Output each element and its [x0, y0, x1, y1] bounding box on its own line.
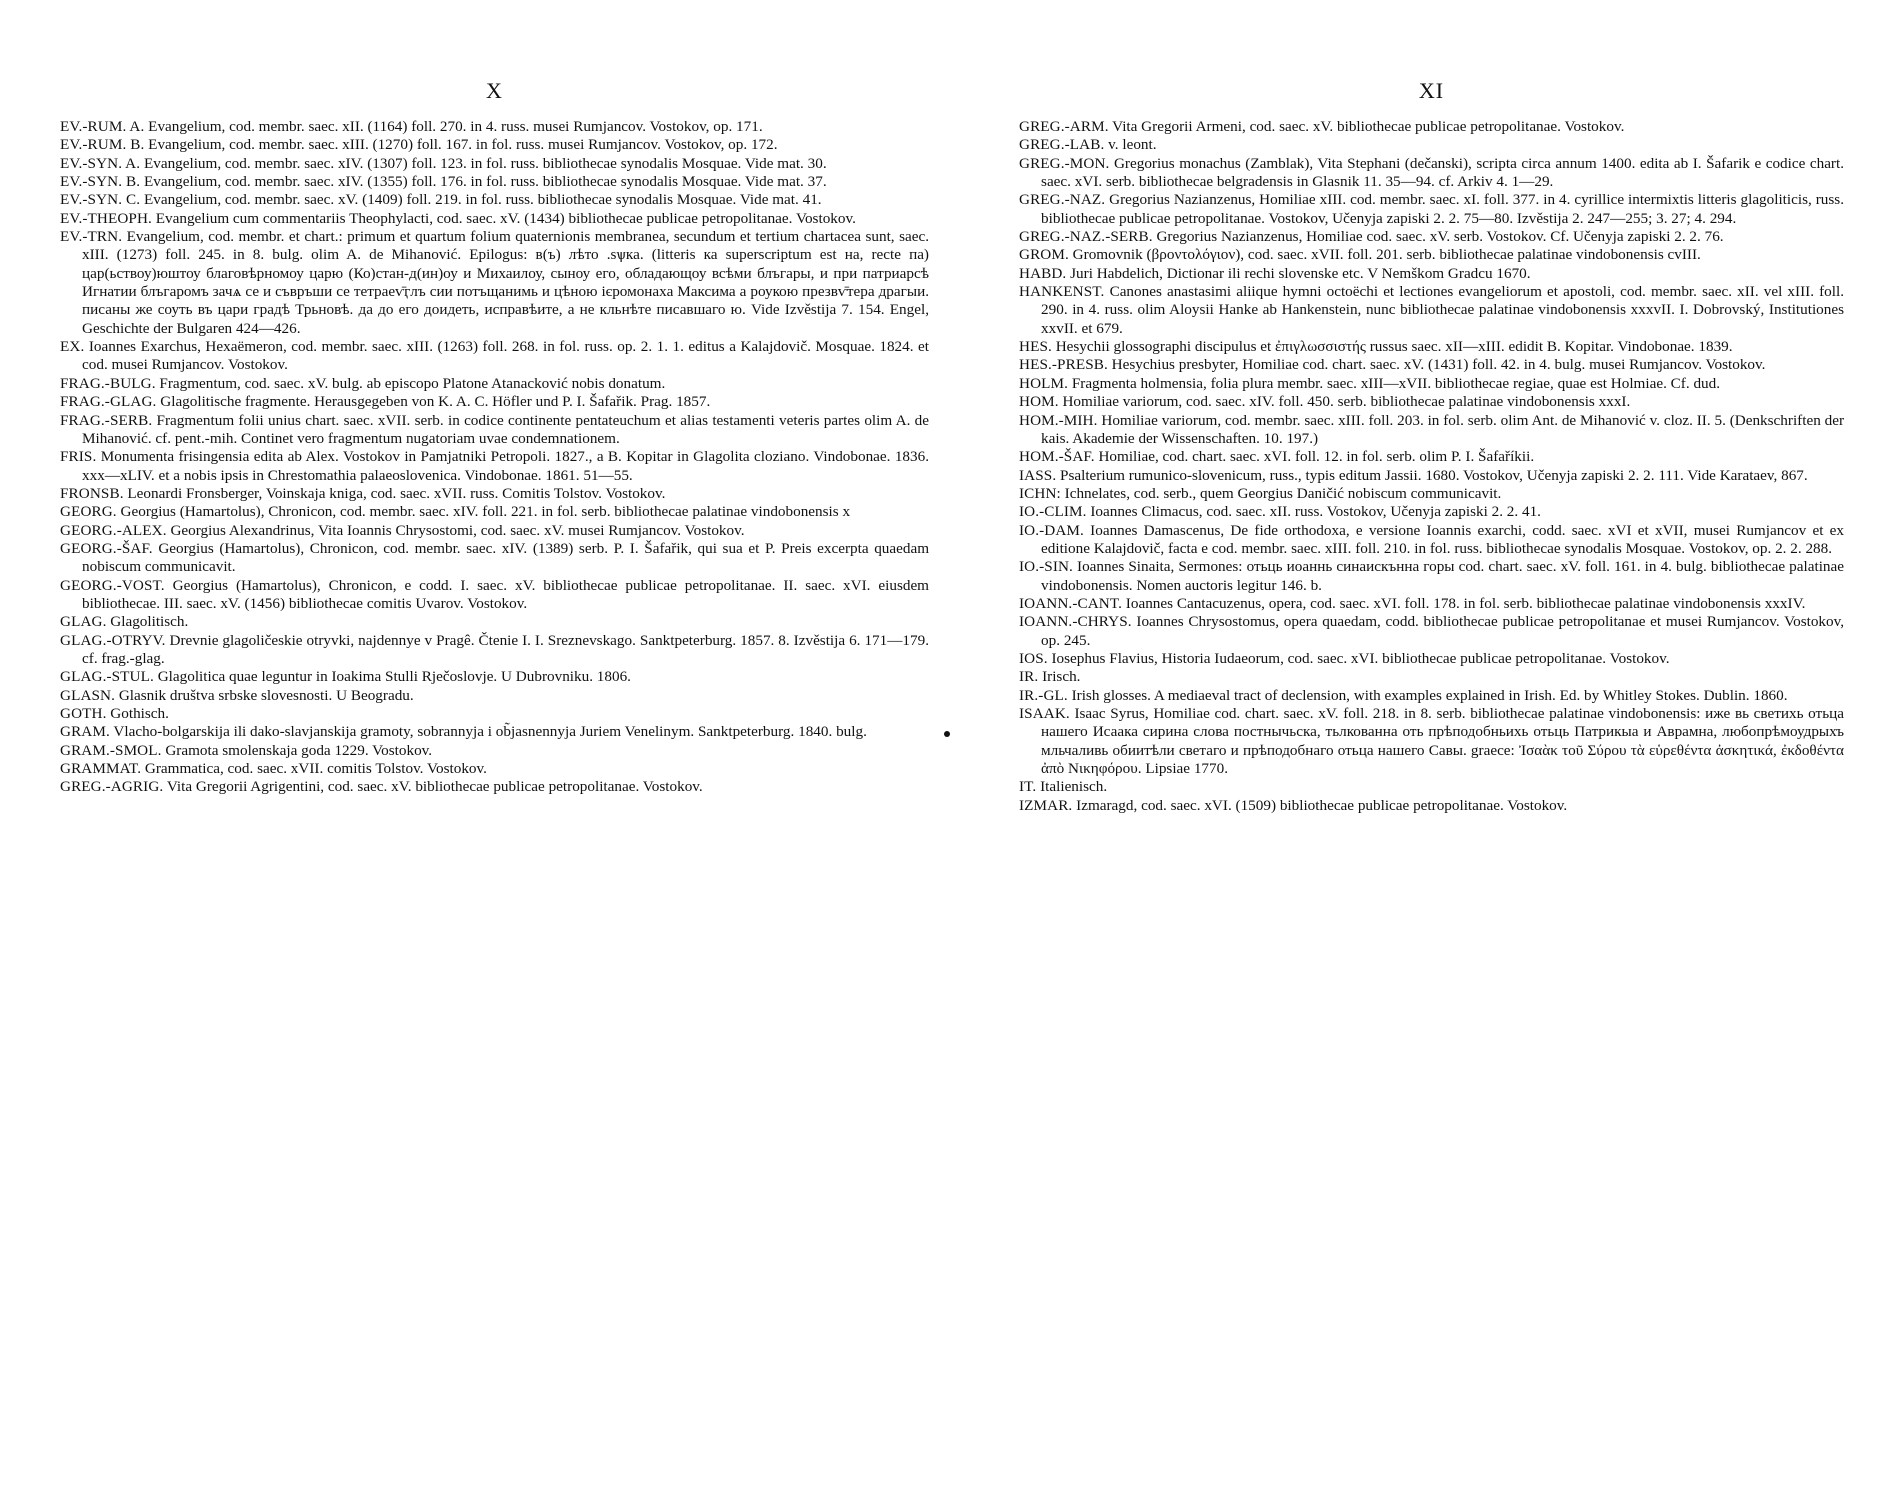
entry-description: Irisch.: [1042, 668, 1081, 686]
entry-description: Vita Gregorii Armeni, cod. saec. xV. bibliothecae publicae petropolitanae. Vostokov.: [1112, 118, 1625, 135]
abbreviation-entry: [1019, 191, 1844, 228]
abbreviation-entry: [1019, 136, 1844, 154]
abbreviation-entry: [1019, 503, 1844, 521]
entry-list: [60, 118, 929, 797]
entry-abbreviation: FRONSB.: [60, 484, 124, 502]
entry-abbreviation: HANKENST.: [1019, 283, 1105, 301]
abbreviation-entry: [60, 687, 929, 705]
entry-abbreviation: GEORG.-ŠAF.: [60, 539, 153, 557]
entry-description: Gothisch.: [110, 705, 169, 722]
abbreviation-entry: [1019, 778, 1844, 796]
entry-description: Vita Gregorii Agrigentini, cod. saec. xV. bibliothecae publicae petropolitanae. Vostokov.: [166, 778, 703, 796]
entry-description: Monumenta frisingensia edita ab Alex. Vostokov in Pamjatniki Petropoli. 1827., a B. Kopitar in Glagolita cloziano. Vindobonae. 1836. xxx—xLIV. et a nobis ipsis in Chrestomathia palaeoslovenica. Vindobonae. 1861. 51—55.: [82, 448, 929, 484]
entry-description: Homiliae, cod. chart. saec. xVI. foll. 12. in fol. serb. olim P. I. Šafaříkii.: [1098, 448, 1535, 466]
entry-abbreviation: FRAG.-BULG.: [60, 374, 156, 392]
entry-abbreviation: IO.-SIN.: [1019, 558, 1073, 576]
entry-abbreviation: IASS.: [1019, 466, 1057, 484]
abbreviation-entry: [60, 522, 929, 540]
entry-description: Evangelium cum commentariis Theophylacti, cod. saec. xV. (1434) bibliothecae publicae petropolitanae. Vostokov.: [155, 209, 856, 227]
entry-abbreviation: IOANN.-CANT.: [1019, 594, 1122, 612]
abbreviation-entry: [1019, 485, 1844, 503]
entry-abbreviation: FRAG.-SERB.: [60, 411, 153, 429]
entry-description: Georgius Alexandrinus, Vita Ioannis Chrysostomi, cod. saec. xV. musei Rumjancov. Vostokov.: [170, 521, 745, 539]
entry-description: Glagolitica quae leguntur in Ioakima Stulli Rječoslovje. U Dubrovniku. 1806.: [157, 668, 631, 686]
abbreviation-entry: [1019, 118, 1844, 136]
entry-abbreviation: GREG.-MON.: [1019, 154, 1110, 172]
entry-description: Homiliae variorum, cod. saec. xIV. foll. 450. serb. bibliothecae palatinae vindobonensis xxxI.: [1062, 393, 1631, 411]
entry-description: Juri Habdelich, Dictionar ili rechi slovenske etc. V Nemškom Gradcu 1670.: [1070, 264, 1531, 282]
abbreviation-entry: [60, 742, 929, 760]
entry-description: v. leont.: [1108, 136, 1157, 154]
entry-description: Ioannes Cantacuzenus, opera, cod. saec. xVI. foll. 178. in fol. serb. bibliothecae palatinae vindobonensis xxxIV.: [1125, 594, 1806, 612]
entry-abbreviation: HOM.-MIH.: [1019, 411, 1098, 429]
entry-description: Irish glosses. A mediaeval tract of declension, with examples explained in Irish. Ed. by Whitley Stokes. Dublin. 1860.: [1071, 686, 1788, 704]
entry-description: Leonardi Fronsberger, Voinskaja kniga, cod. saec. xVII. russ. Comitis Tolstov. Vostokov.: [127, 484, 666, 502]
entry-description: Georgius (Hamartolus), Chronicon, cod. membr. saec. xIV. foll. 221. in fol. serb. bibliothecae palatinae vindobonensis x: [120, 503, 851, 521]
abbreviation-entry: [1019, 687, 1844, 705]
entry-abbreviation: GLASN.: [60, 686, 116, 704]
abbreviation-entry: [60, 705, 929, 723]
abbreviation-entry: [60, 118, 929, 136]
abbreviation-entry: [60, 191, 929, 209]
entry-abbreviation: IZMAR.: [1019, 796, 1073, 814]
abbreviation-entry: [1019, 522, 1844, 559]
entry-abbreviation: EV.-THEOPH.: [60, 209, 152, 227]
entry-description: Hesychii glossographi discipulus et ἐπιγλωσσιστής russus saec. xII—xIII. edidit B. Kopitar. Vindobonae. 1839.: [1055, 338, 1733, 356]
entry-abbreviation: GRAMMAT.: [60, 760, 142, 778]
entry-description: Izmaragd, cod. saec. xVI. (1509) bibliothecae publicae petropolitanae. Vostokov.: [1076, 796, 1568, 814]
abbreviation-entry: [60, 173, 929, 191]
entry-description: Canones anastasimi aliique hymni octoëchi et lectiones evangeliorum et apostoli, cod. membr. saec. xII. vel xIII. foll. 290. in 4. russ. olim Aloysii Hanke ab Hankenstein, nunc bibliothecae palatinae vindobonensis xxxvII. I. Dobrovský, Institutiones xxvII. et 679.: [1041, 283, 1845, 337]
abbreviation-entry: [1019, 228, 1844, 246]
entry-description: Evangelium, cod. membr. et chart.: primum et quartum folium quaternionis membranea, secundum et tertium chartacea sunt, saec. xIII. (1273) foll. 245. in 8. bulg. olim A. de Mihanović. Epilogus: в(ъ) лѣто .sѱка. (litteris ка superscriptum est на, recte па) цар(ьствоу)юштоу благовѣрномоу царю (Ко)стан-д(ин)оу и Михаилоу, сыноу его, обладающоу всѣми блъгары, и при патриарсѣ Игнатии блъгаромъ зачѧ се и съвръши се тетраеѵ̄ӷлъ сии потъщанимь и цѣною ієромонаха Максима а роукою презвѵ̄тера драгыи. писаны же соуть въ цари градѣ Трьновѣ. да до его доидеть, исправѣите, а не кльнѣте писавшаго ю. Vide Izvěstija 7. 154. Engel, Geschichte der Bulgaren 424—426.: [82, 228, 930, 337]
entry-abbreviation: HOM.-ŠAF.: [1019, 448, 1095, 466]
abbreviation-entry: [60, 577, 929, 614]
entry-description: Gregorius Nazianzenus, Homiliae xIII. cod. membr. saec. xI. foll. 377. in 4. cyrillice intermixtis litteris glagoliticis, russ. bibliothecae publicae petropolitanae. Vostokov, Učenyja zapiski 2. 2. 75—80. Izvěstija 2. 247—255; 3. 27; 4. 294.: [1041, 191, 1844, 227]
abbreviation-entry: [1019, 375, 1844, 393]
entry-description: Evangelium, cod. membr. saec. xV. (1409) foll. 219. in fol. russ. bibliothecae synodalis Mosquae. Vide mat. 41.: [143, 191, 822, 209]
entry-abbreviation: GLAG.-OTRYV.: [60, 631, 166, 649]
entry-abbreviation: GREG.-AGRIG.: [60, 778, 164, 796]
entry-abbreviation: IOS.: [1019, 649, 1048, 667]
abbreviation-entry: [1019, 155, 1844, 192]
abbreviation-entry: [60, 448, 929, 485]
entry-description: Ioannes Climacus, cod. saec. xII. russ. Vostokov, Učenyja zapiski 2. 2. 41.: [1090, 503, 1541, 521]
entry-abbreviation: GROM.: [1019, 246, 1069, 264]
entry-abbreviation: GEORG.-VOST.: [60, 576, 165, 594]
abbreviation-entry: [1019, 246, 1844, 264]
abbreviation-entry: [60, 760, 929, 778]
entry-description: Psalterium rumunico-slovenicum, russ., typis editum Jassii. 1680. Vostokov, Učenyja zapiski 2. 2. 111. Vide Karataev, 867.: [1060, 466, 1808, 484]
entry-description: Evangelium, cod. membr. saec. xIV. (1355) foll. 176. in fol. russ. bibliothecae synodalis Mosquae. Vide mat. 37.: [143, 173, 827, 191]
entry-description: Gregorius monachus (Zamblak), Vita Stephani (dečanski), scripta circa annum 1400. edita ab I. Šafarik e codice chart. saec. xVI. serb. bibliothecae belgradensis in Glasnik 11. 35—94. cf. Arkiv 4. 1—29.: [1041, 154, 1845, 191]
entry-abbreviation: IR.: [1019, 668, 1039, 686]
abbreviation-entry: [1019, 705, 1844, 778]
entry-description: Iosephus Flavius, Historia Iudaeorum, cod. saec. xVI. bibliothecae publicae petropolitanae. Vostokov.: [1051, 649, 1670, 667]
abbreviation-entry: [60, 136, 929, 154]
entry-abbreviation: IR.-GL.: [1019, 686, 1068, 704]
abbreviation-entry: [60, 503, 929, 521]
entry-description: Ioannes Exarchus, Hexaëmeron, cod. membr. saec. xIII. (1263) foll. 268. in fol. russ. op. 2. 1. 1. editus a Kalajdovič. Mosquae. 1824. et cod. musei Rumjancov. Vostokov.: [82, 338, 930, 374]
abbreviation-entry: [1019, 668, 1844, 686]
entry-abbreviation: GRAM.-SMOL.: [60, 741, 162, 759]
entry-description: Gromovnik (βροντολόγιον), cod. saec. xVII. foll. 201. serb. bibliothecae palatinae vindobonensis cvIII.: [1072, 246, 1701, 264]
entry-abbreviation: HOM.: [1019, 393, 1059, 411]
entry-description: Glasnik društva srbske slovesnosti. U Beogradu.: [118, 686, 414, 704]
abbreviation-entry: [1019, 558, 1844, 595]
page-number: X: [486, 78, 503, 103]
entry-description: Isaac Syrus, Homiliae cod. chart. saec. xV. foll. 218. in 8. serb. bibliothecae palatinae vindobonensis: иже вь светихь отьца нашего Исаака сирина слова постнычьска, тьлкованна оть прѣподобньихь отьць Патрикыа и Аврамна, любопрѣмоудрыхъ мльчаливь обиитѣли светаго и прѣподобнаго отьца нашего Савы. graece: Ἰσαὰκ τοῦ Σύρου τὰ εὑρεθέντα ἀσκητικά, ἐκδοθέντα ἀπὸ Νικηφόρου. Lipsiae 1770.: [1041, 705, 1844, 778]
entry-abbreviation: EV.-SYN. A.: [60, 154, 141, 172]
abbreviation-entry: [1019, 265, 1844, 283]
entry-description: Hesychius presbyter, Homiliae cod. chart. saec. xV. (1431) foll. 42. in 4. bulg. musei Rumjancov. Vostokov.: [1111, 356, 1766, 374]
ink-dot: [944, 731, 950, 737]
entry-description: Fragmenta holmensia, folia plura membr. saec. xIII—xVII. bibliothecae regiae, quae est Holmiae. Cf. dud.: [1071, 374, 1721, 392]
entry-abbreviation: ISAAK.: [1019, 705, 1070, 722]
entry-description: Drevnie glagoličeskie otryvki, najdennye v Pragê. Čtenie I. I. Sreznevskago. Sanktpeterburg. 1857. 8. Izvěstija 6. 171—179. cf. frag.-glag.: [82, 631, 930, 667]
entry-abbreviation: GREG.-NAZ.: [1019, 191, 1106, 209]
abbreviation-entry: [1019, 283, 1844, 338]
abbreviation-entry: [1019, 448, 1844, 466]
entry-abbreviation: GLAG.-STUL.: [60, 668, 154, 686]
abbreviation-entry: [60, 540, 929, 577]
entry-abbreviation: GOTH.: [60, 705, 107, 722]
abbreviation-entry: [1019, 467, 1844, 485]
page-number: XI: [1418, 78, 1445, 103]
right-page: [951, 0, 1902, 1500]
entry-description: Fragmentum, cod. saec. xV. bulg. ab episcopo Platone Atanacković nobis donatum.: [159, 374, 666, 392]
abbreviation-entry: [60, 632, 929, 669]
abbreviation-entry: [60, 668, 929, 686]
abbreviation-entry: [1019, 797, 1844, 815]
entry-abbreviation: GREG.-NAZ.-SERB.: [1019, 228, 1153, 246]
entry-description: Glagolitische fragmente. Herausgegeben von K. A. C. Höfler und P. I. Šafařik. Prag. 1857.: [160, 393, 711, 411]
entry-abbreviation: IO.-DAM.: [1019, 521, 1084, 539]
entry-description: Evangelium, cod. membr. saec. xIV. (1307) foll. 123. in fol. russ. bibliothecae synodalis Mosquae. Vide mat. 30.: [143, 154, 827, 172]
entry-description: Ichnelates, cod. serb., quem Georgius Daničić nobiscum communicavit.: [1064, 484, 1502, 502]
entry-abbreviation: EV.-SYN. C.: [60, 191, 141, 209]
abbreviation-entry: [60, 485, 929, 503]
abbreviation-entry: [60, 375, 929, 393]
entry-abbreviation: EV.-RUM. B.: [60, 136, 145, 154]
entry-abbreviation: GEORG.-ALEX.: [60, 521, 167, 539]
abbreviation-entry: [60, 412, 929, 449]
abbreviation-entry: [1019, 356, 1844, 374]
entry-description: Vlacho-bolgarskija ili dako-slavjanskija gramoty, sobrannyja i ob̃jasnennyja Juriem Venelinym. Sanktpeterburg. 1840. bulg.: [113, 723, 867, 741]
entry-abbreviation: GREG.-LAB.: [1019, 136, 1105, 154]
entry-abbreviation: EX.: [60, 338, 85, 356]
entry-description: Evangelium, cod. membr. saec. xIII. (1270) foll. 167. in fol. russ. musei Rumjancov. Vostokov, op. 172.: [148, 136, 778, 154]
entry-description: Ioannes Damascenus, De fide orthodoxa, e versione Ioannis exarchi, codd. saec. xVI et xVII, musei Rumjancov et ex editione Kalajdovič, facta e cod. membr. saec. xIII. foll. 210. in fol. russ. bibliothecae synodalis Mosquae. Vostokov, op. 2. 2. 288.: [1041, 521, 1845, 557]
abbreviation-entry: [60, 613, 929, 631]
abbreviation-entry: [60, 228, 929, 338]
entry-abbreviation: FRAG.-GLAG.: [60, 393, 157, 411]
entry-description: Italienisch.: [1040, 778, 1108, 796]
entry-description: Glagolitisch.: [110, 613, 189, 631]
entry-description: Homiliae variorum, cod. membr. saec. xIII. foll. 203. in fol. serb. olim Ant. de Mihanović v. cloz. II. 5. (Denkschriften der kais. Akademie der Wissenschaften. 10. 197.): [1041, 411, 1844, 447]
entry-description: Georgius (Hamartolus), Chronicon, cod. membr. saec. xIV. (1389) serb. P. I. Šafařik, qui sua et P. Preis excerpta quaedam nobiscum communicavit.: [82, 539, 930, 576]
abbreviation-entry: [60, 778, 929, 796]
entry-abbreviation: IOANN.-CHRYS.: [1019, 613, 1132, 631]
entry-description: Grammatica, cod. saec. xVII. comitis Tolstov. Vostokov.: [144, 760, 487, 778]
entry-abbreviation: HES.-PRESB.: [1019, 356, 1108, 374]
entry-abbreviation: EV.-SYN. B.: [60, 173, 141, 191]
abbreviation-entry: [60, 338, 929, 375]
abbreviation-entry: [60, 723, 929, 741]
abbreviation-entry: [1019, 595, 1844, 613]
entry-abbreviation: FRIS.: [60, 448, 97, 466]
abbreviation-entry: [1019, 338, 1844, 356]
abbreviation-entry: [1019, 412, 1844, 449]
abbreviation-entry: [1019, 613, 1844, 650]
entry-abbreviation: HOLM.: [1019, 374, 1069, 392]
abbreviation-entry: [60, 393, 929, 411]
entry-abbreviation: GEORG.: [60, 503, 117, 521]
entry-description: Gramota smolenskaja goda 1229. Vostokov.: [165, 741, 433, 759]
entry-description: Ioannes Chrysostomus, opera quaedam, codd. bibliothecae publicae petropolitanae et musei Rumjancov. Vostokov, op. 245.: [1041, 613, 1845, 649]
entry-description: Georgius (Hamartolus), Chronicon, e codd. I. saec. xV. bibliothecae publicae petropolitanae. II. saec. xVI. eiusdem bibliothecae. III. saec. xV. (1456) bibliothecae comitis Uvarov. Vostokov.: [82, 576, 929, 612]
entry-abbreviation: EV.-TRN.: [60, 228, 123, 246]
entry-abbreviation: HABD.: [1019, 264, 1067, 282]
entry-abbreviation: IT.: [1019, 778, 1037, 796]
abbreviation-entry: [1019, 393, 1844, 411]
entry-abbreviation: EV.-RUM. A.: [60, 118, 145, 135]
entry-abbreviation: HES.: [1019, 338, 1052, 356]
abbreviation-entry: [60, 155, 929, 173]
abbreviation-entry: [60, 210, 929, 228]
entry-abbreviation: IO.-CLIM.: [1019, 503, 1087, 521]
entry-abbreviation: ICHN:: [1019, 484, 1061, 502]
entry-description: Ioannes Sinaita, Sermones: отьць иоаннь синаискънна горы cod. chart. saec. xV. foll. 161. in 4. bulg. bibliothecae palatinae vindobonensis. Nomen auctoris legitur 146. b.: [1041, 558, 1844, 594]
entry-description: Evangelium, cod. membr. saec. xII. (1164) foll. 270. in 4. russ. musei Rumjancov. Vostokov, op. 171.: [148, 118, 763, 135]
entry-description: Fragmentum folii unius chart. saec. xVII. serb. in codice continente pentateuchum et alias testamenti veteris partes olim A. de Mihanović. cf. pent.-mih. Continet vero fragmentum nugatoriam uvae condemnationem.: [82, 411, 929, 447]
entry-abbreviation: GRAM.: [60, 723, 110, 741]
entry-abbreviation: GLAG.: [60, 613, 107, 631]
entry-abbreviation: GREG.-ARM.: [1019, 118, 1109, 135]
abbreviation-entry: [1019, 650, 1844, 668]
entry-list: [1019, 118, 1844, 815]
entry-description: Gregorius Nazianzenus, Homiliae cod. saec. xV. serb. Vostokov. Cf. Učenyja zapiski 2. 2. 76.: [1156, 228, 1724, 246]
